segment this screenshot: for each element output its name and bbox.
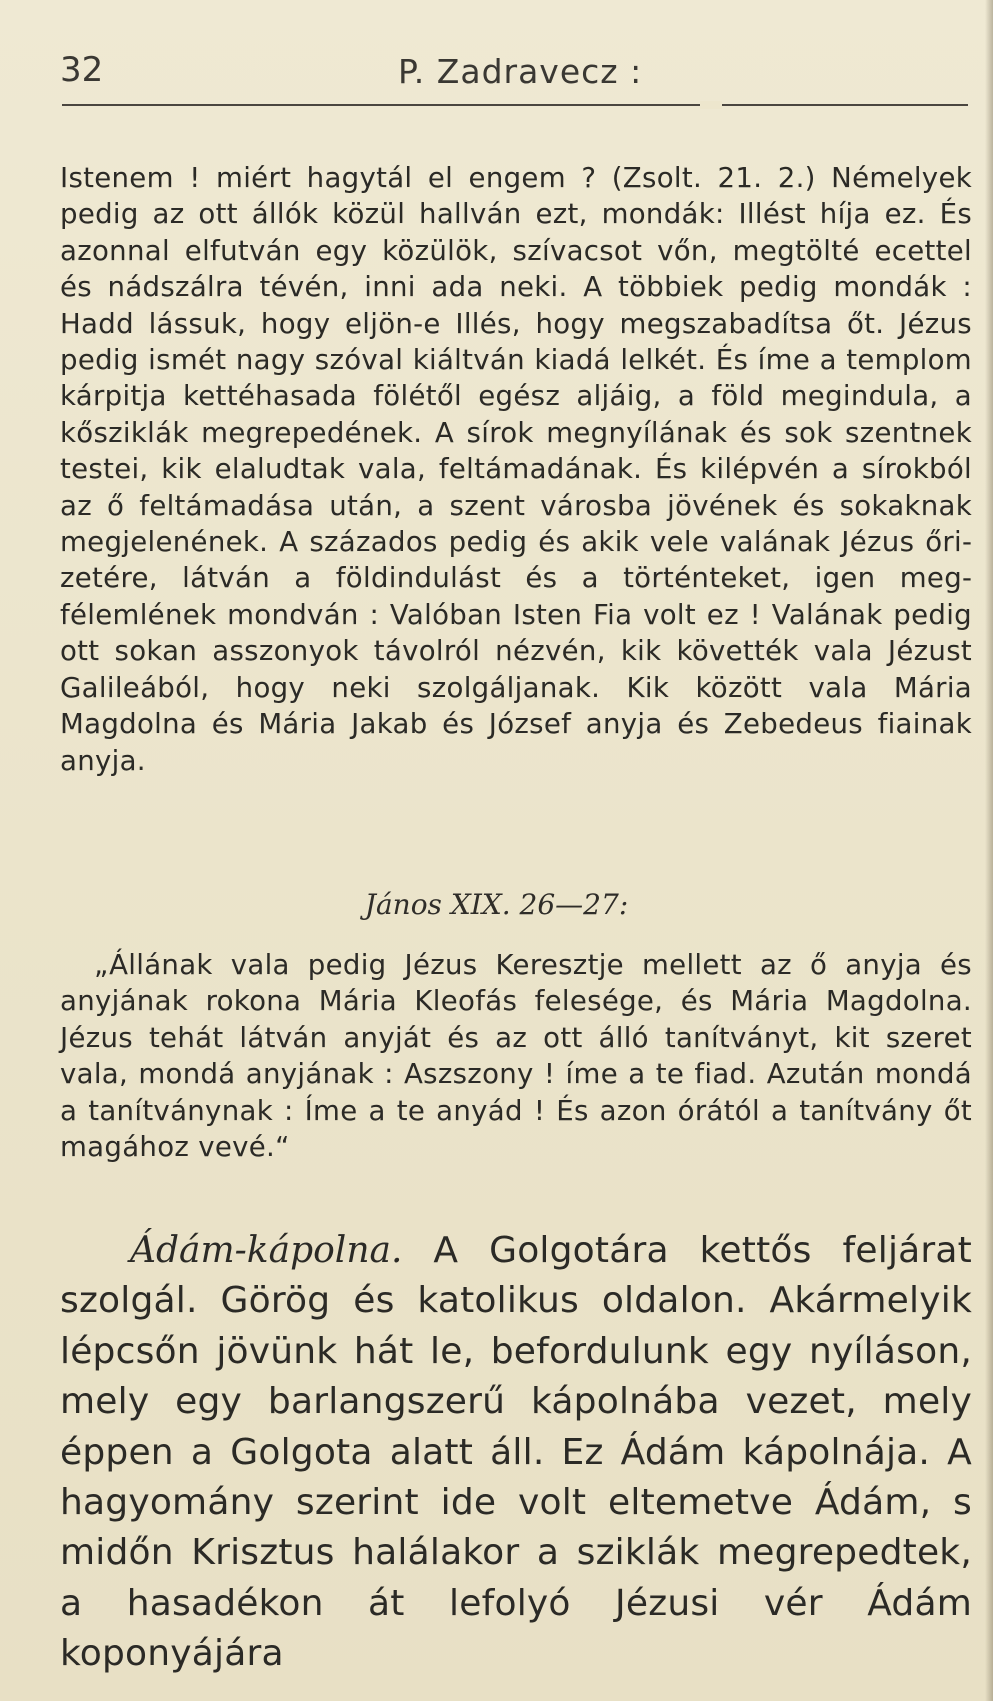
running-head: P. Zadravecz : [398, 52, 643, 91]
header-rule-gap [700, 101, 722, 109]
page-header [60, 46, 970, 96]
paragraph-gospel-passage: Istenem ! miért hagytál el engem ? (Zsolt. 21. 2.) Némelyek pedig az ott állók közül hallván ezt, mondák: Illést híja ez. És azonnal elfutván egy közülök, szívacsot vőn, megtölté ecettel és nádszálra tévén, inni ada neki. A többiek pedig mondák : Hadd lássuk, hogy eljön-e Illés, hogy megszabadítsa őt. Jézus pedig ismét nagy szóval kiáltván kiadá lelkét. És íme a templom kárpitja kettéhasada fölétől egész aljáig, a föld megindula, a kősziklák megrepedének. A sírok megnyílának és sok szentnek testei, kik elaludtak vala, feltámadának. És kilépvén a sírokból az ő feltámadása után, a szent városba jövének és sokaknak megjelenének. A százados pedig és akik vele valának Jézus őrizetére, látván a földindulást és a történteket, igen megfélemlének mondván : Valóban Isten Fia volt ez ! Valának pedig ott sokan asszonyok távolról nézvén, kik követték vala Jézust Galileából, hogy neki szolgáljanak. Kik között vala Mária Magdolna és Mária Jakab és József anyja és Zebedeus fiainak anyja. [60, 161, 972, 777]
section-lead-term: Ádám-kápolna. [130, 1230, 403, 1271]
paragraph-adam-chapel [60, 1226, 972, 1680]
verse-reference: János XIX. 26—27: [364, 888, 629, 921]
paragraph-adam-chapel-text: A Golgotára kettős feljárat szolgál. Görög és katolikus oldalon. Akármelyik lépcsőn jövünk hát le, befordulunk egy nyíláson, mely egy barlangszerű kápolnába vezet, mely éppen a Golgota alatt áll. Ez Ádám kápolnája. A hagyomány szerint ide volt eltemetve Ádám, s midőn Krisztus halálakor a sziklák megrepedtek, a hasadékon át lefolyó Jézusi vér Ádám koponyájára [60, 1230, 972, 1675]
header-rule [62, 104, 968, 106]
page-edge-shadow [985, 0, 993, 1701]
paragraph-john-quote: „Állának vala pedig Jézus Keresztje mellett az ő anyja és anyjának rokona Mária Kleofás felesége, és Mária Magdolna. Jézus tehát látván anyját és az ott álló tanítványt, kit szeret vala, mondá anyjának : Aszszony ! íme a te fiad. Azután mondá a tanítványnak : Íme a te anyád ! És azon órától a tanítvány őt magához vevé.“ [60, 948, 972, 1164]
page-number: 32 [60, 50, 104, 90]
